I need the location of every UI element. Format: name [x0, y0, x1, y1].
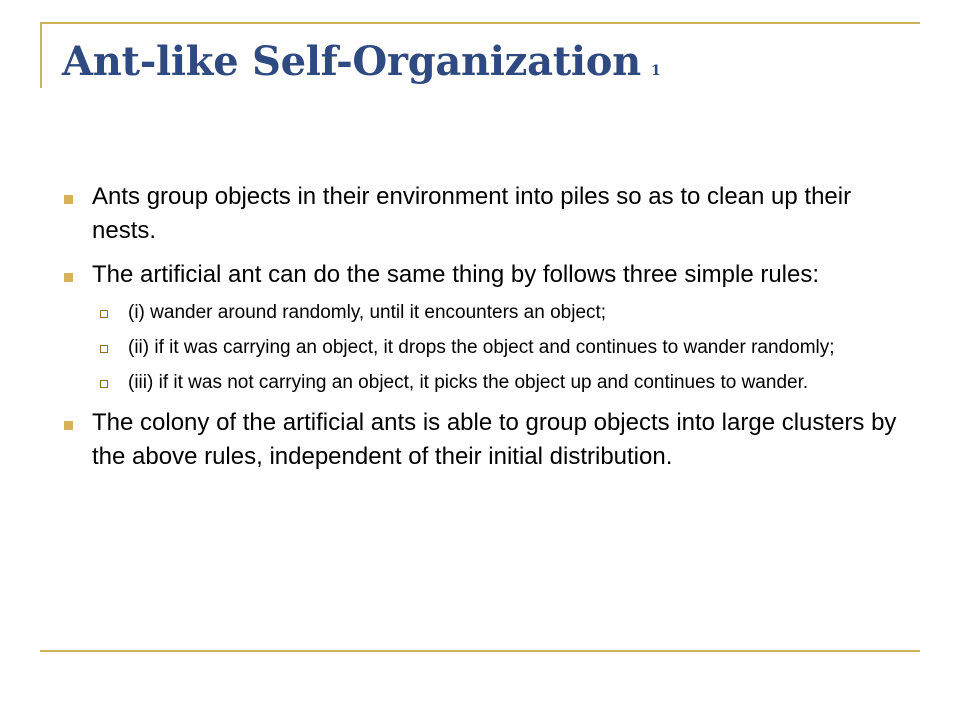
hollow-square-bullet-icon [100, 310, 108, 318]
hollow-square-bullet-icon [100, 345, 108, 353]
left-accent-rule [40, 22, 42, 88]
bullet-text: The artificial ant can do the same thing by follows three simple rules: [92, 261, 820, 288]
slide-title [62, 38, 660, 85]
bullet-square-icon [64, 195, 73, 204]
sub-bullet-text: (iii) if it was not carrying an object, it picks the object up and continues to wander. [128, 372, 809, 393]
sub-bullet-item [92, 335, 902, 361]
bullet-text: Ants group objects in their environment into piles so as to clean up their nests. [92, 183, 852, 244]
bullet-text: The colony of the artificial ants is able to group objects into large clusters by the above rules, independent of their initial distribution. [92, 409, 897, 470]
bullet-item [62, 406, 902, 474]
slide-title-text: Ant-like Self-Organization [62, 38, 641, 85]
bullet-item [62, 180, 902, 248]
top-accent-rule [40, 22, 920, 24]
bullet-square-icon [64, 421, 73, 430]
hollow-square-bullet-icon [100, 380, 108, 388]
bullet-square-icon [64, 273, 73, 282]
bullet-item [62, 258, 902, 396]
bullet-list [62, 180, 902, 484]
sub-bullet-text: (ii) if it was carrying an object, it drops the object and continues to wander randomly; [128, 337, 835, 358]
sub-bullet-text: (i) wander around randomly, until it encounters an object; [128, 302, 607, 323]
sub-bullet-item [92, 300, 902, 326]
sub-bullet-item [92, 370, 902, 396]
sub-bullet-list [92, 300, 902, 396]
bottom-accent-rule [40, 650, 920, 652]
slide-title-number: 1 [650, 63, 661, 79]
